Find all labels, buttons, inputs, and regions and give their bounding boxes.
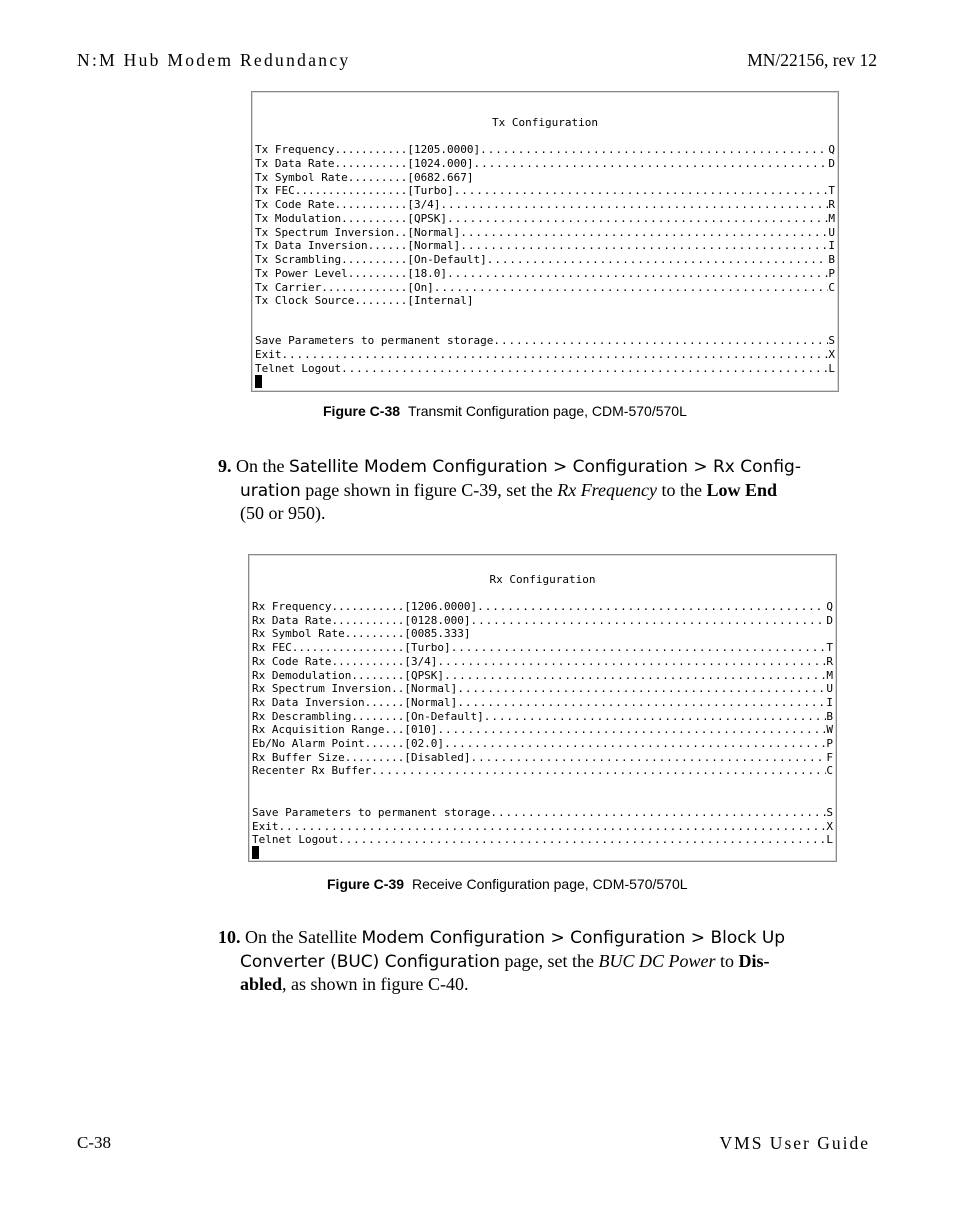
menu-option-row xyxy=(252,723,833,736)
dot-leader xyxy=(440,198,828,211)
dot-leader xyxy=(447,212,828,225)
dot-leader xyxy=(457,682,826,695)
option-label: Tx Modulation..........[QPSK] xyxy=(255,211,448,225)
command-label: Telnet Logout xyxy=(255,361,342,375)
menu-option-row xyxy=(252,764,833,777)
option-hotkey: Q xyxy=(828,143,835,156)
running-header-title: N:M Hub Modem Redundancy xyxy=(77,50,351,70)
menu-page-name: Rx Config- xyxy=(713,457,801,477)
option-label: Tx Power Level.........[18.0] xyxy=(255,266,448,280)
option-label: Tx Data Rate...........[1024.000] xyxy=(255,156,474,170)
option-label: Rx Data Inversion......[Normal] xyxy=(252,695,458,709)
dot-leader xyxy=(437,723,826,736)
dot-leader xyxy=(454,184,829,197)
menu-option-row xyxy=(255,212,835,225)
terminal-cursor xyxy=(252,846,259,859)
command-hotkey: S xyxy=(828,334,835,347)
command-label: Save Parameters to permanent storage xyxy=(252,806,491,819)
menu-command-row xyxy=(255,348,835,361)
option-hotkey: M xyxy=(826,668,833,682)
figure-caption-text: Transmit Configuration page, CDM-570/570L xyxy=(408,403,687,419)
menu-option-row xyxy=(255,171,835,184)
menu-option-row xyxy=(255,253,835,266)
menu-option-row xyxy=(252,641,833,654)
option-hotkey: B xyxy=(826,709,833,723)
command-hotkey: X xyxy=(826,819,833,833)
option-hotkey: R xyxy=(826,654,833,668)
menu-option-row xyxy=(252,627,833,640)
option-hotkey: U xyxy=(828,225,835,239)
parameter-value: Low End xyxy=(706,479,778,500)
option-label: Eb/No Alarm Point......[02.0] xyxy=(252,737,445,750)
menu-command-row xyxy=(252,806,833,819)
option-label: Rx Acquisition Range...[010] xyxy=(252,723,438,737)
option-hotkey: F xyxy=(826,750,833,764)
option-label: Rx Data Rate...........[0128.000] xyxy=(252,613,471,627)
dot-leader xyxy=(457,696,826,709)
command-hotkey: L xyxy=(826,833,833,847)
figure-number: Figure C-39 xyxy=(327,876,405,892)
option-hotkey: B xyxy=(828,253,835,266)
running-header-docnum: MN/22156, rev 12 xyxy=(747,50,877,70)
running-footer-title: VMS User Guide xyxy=(719,1133,870,1153)
menu-option-row xyxy=(252,696,833,709)
dot-leader xyxy=(447,267,828,280)
parameter-name: BUC DC Power xyxy=(598,950,716,971)
menu-option-row xyxy=(255,184,835,197)
option-label: Tx Code Rate...........[3/4] xyxy=(255,198,441,211)
option-label: Rx Descrambling........[On-Default] xyxy=(252,709,484,723)
command-hotkey: S xyxy=(826,806,833,819)
option-hotkey: Q xyxy=(826,600,833,613)
command-hotkey: L xyxy=(828,361,835,375)
figure-caption-c39 xyxy=(327,876,688,892)
dot-leader xyxy=(490,806,826,819)
figure-caption-c38 xyxy=(323,403,687,419)
option-label: Rx Buffer Size.........[Disabled] xyxy=(252,750,471,764)
dot-leader xyxy=(444,669,826,682)
option-label: Tx Symbol Rate.........[0682.667] xyxy=(255,170,474,184)
step-9-paragraph: 9. On the Satellite Modem Configuration > Configuration > Rx Config- uration page shown in figure C-39, set the Rx Frequency to the Low End (50 or 950). xyxy=(218,456,801,523)
menu-path: Satellite Modem Configuration > Configuration > xyxy=(289,457,713,477)
dot-leader xyxy=(341,362,828,375)
menu-option-row xyxy=(255,198,835,211)
option-hotkey: W xyxy=(826,723,833,737)
option-label: Tx Frequency...........[1205.0000] xyxy=(255,143,481,156)
option-label: Recenter Rx Buffer xyxy=(252,764,372,778)
dot-leader xyxy=(279,820,827,833)
option-label: Tx Scrambling..........[On-Default] xyxy=(255,253,487,266)
option-hotkey: I xyxy=(828,239,835,253)
option-label: Rx Symbol Rate.........[0085.333] xyxy=(252,627,471,641)
terminal-cursor xyxy=(255,375,262,388)
option-label: Tx Data Inversion......[Normal] xyxy=(255,239,461,253)
dot-leader xyxy=(371,764,826,777)
option-hotkey: I xyxy=(826,695,833,709)
step-10-paragraph: 10. On the Satellite Modem Configuration > Configuration > Block Up Converter (BUC) Configuration page, set the BUC DC Power to Dis- abled, as shown in figure C-40. xyxy=(218,927,786,994)
option-hotkey: T xyxy=(828,184,835,198)
option-hotkey: C xyxy=(828,280,835,294)
option-hotkey: P xyxy=(828,266,835,280)
option-hotkey: R xyxy=(828,198,835,211)
menu-option-row xyxy=(252,682,833,695)
option-label: Rx Code Rate...........[3/4] xyxy=(252,654,438,668)
option-label: Tx FEC.................[Turbo] xyxy=(255,184,454,198)
parameter-name: Rx Frequency xyxy=(557,479,657,500)
option-label: Rx Frequency...........[1206.0000] xyxy=(252,600,478,613)
step-number: 9. xyxy=(218,456,232,476)
dot-leader xyxy=(338,833,826,846)
dot-leader xyxy=(471,614,827,627)
dot-leader xyxy=(480,143,828,156)
menu-command-row xyxy=(255,334,835,347)
terminal-title: Rx Configuration xyxy=(489,573,596,586)
option-label: Rx Spectrum Inversion..[Normal] xyxy=(252,682,458,696)
dot-leader xyxy=(437,655,826,668)
menu-page-name: Block Up xyxy=(710,928,786,948)
menu-command-row xyxy=(252,820,833,833)
step-number: 10. xyxy=(218,927,241,947)
dot-leader xyxy=(484,710,827,723)
menu-option-row xyxy=(255,281,835,294)
menu-command-row xyxy=(255,362,835,375)
dot-leader xyxy=(477,600,826,613)
menu-option-row xyxy=(252,614,833,627)
menu-option-row xyxy=(252,710,833,723)
terminal-title: Tx Configuration xyxy=(492,116,598,129)
command-label: Save Parameters to permanent storage xyxy=(255,334,494,347)
option-hotkey: M xyxy=(828,211,835,225)
dot-leader xyxy=(493,334,828,347)
dot-leader xyxy=(460,226,828,239)
menu-option-row xyxy=(252,737,833,750)
option-hotkey: T xyxy=(826,641,833,655)
menu-option-row xyxy=(255,157,835,170)
rx-configuration-terminal xyxy=(248,554,837,862)
menu-command-row xyxy=(252,833,833,846)
option-label: Rx FEC.................[Turbo] xyxy=(252,641,451,655)
menu-option-row xyxy=(252,669,833,682)
option-label: Rx Demodulation........[QPSK] xyxy=(252,668,445,682)
menu-path: Modem Configuration > Configuration > xyxy=(361,928,711,948)
dot-leader xyxy=(460,239,828,252)
dot-leader xyxy=(444,737,826,750)
option-hotkey: D xyxy=(826,613,833,627)
option-hotkey: P xyxy=(826,737,833,750)
dot-leader xyxy=(282,348,829,361)
figure-number: Figure C-38 xyxy=(323,403,401,419)
command-label: Telnet Logout xyxy=(252,833,339,847)
command-hotkey: X xyxy=(828,347,835,361)
tx-configuration-terminal xyxy=(251,91,839,392)
menu-option-row xyxy=(255,239,835,252)
menu-option-row xyxy=(255,294,835,307)
figure-caption-text: Receive Configuration page, CDM-570/570L xyxy=(412,876,688,892)
menu-option-row xyxy=(255,143,835,156)
command-label: Exit xyxy=(255,347,282,361)
dot-leader xyxy=(487,253,829,266)
parameter-value: Dis- xyxy=(738,950,770,971)
option-label: Tx Carrier.............[On] xyxy=(255,280,434,294)
menu-option-row xyxy=(252,751,833,764)
menu-option-row xyxy=(255,267,835,280)
option-hotkey: C xyxy=(826,764,833,778)
menu-option-row xyxy=(255,226,835,239)
page-number: C-38 xyxy=(77,1133,111,1152)
option-hotkey: U xyxy=(826,682,833,696)
command-label: Exit xyxy=(252,819,279,833)
option-hotkey: D xyxy=(828,156,835,170)
dot-leader xyxy=(474,157,829,170)
option-label: Tx Spectrum Inversion..[Normal] xyxy=(255,225,461,239)
dot-leader xyxy=(434,281,829,294)
option-label: Tx Clock Source........[Internal] xyxy=(255,294,474,308)
menu-option-row xyxy=(252,655,833,668)
dot-leader xyxy=(451,641,827,654)
dot-leader xyxy=(471,751,827,764)
menu-option-row xyxy=(252,600,833,613)
